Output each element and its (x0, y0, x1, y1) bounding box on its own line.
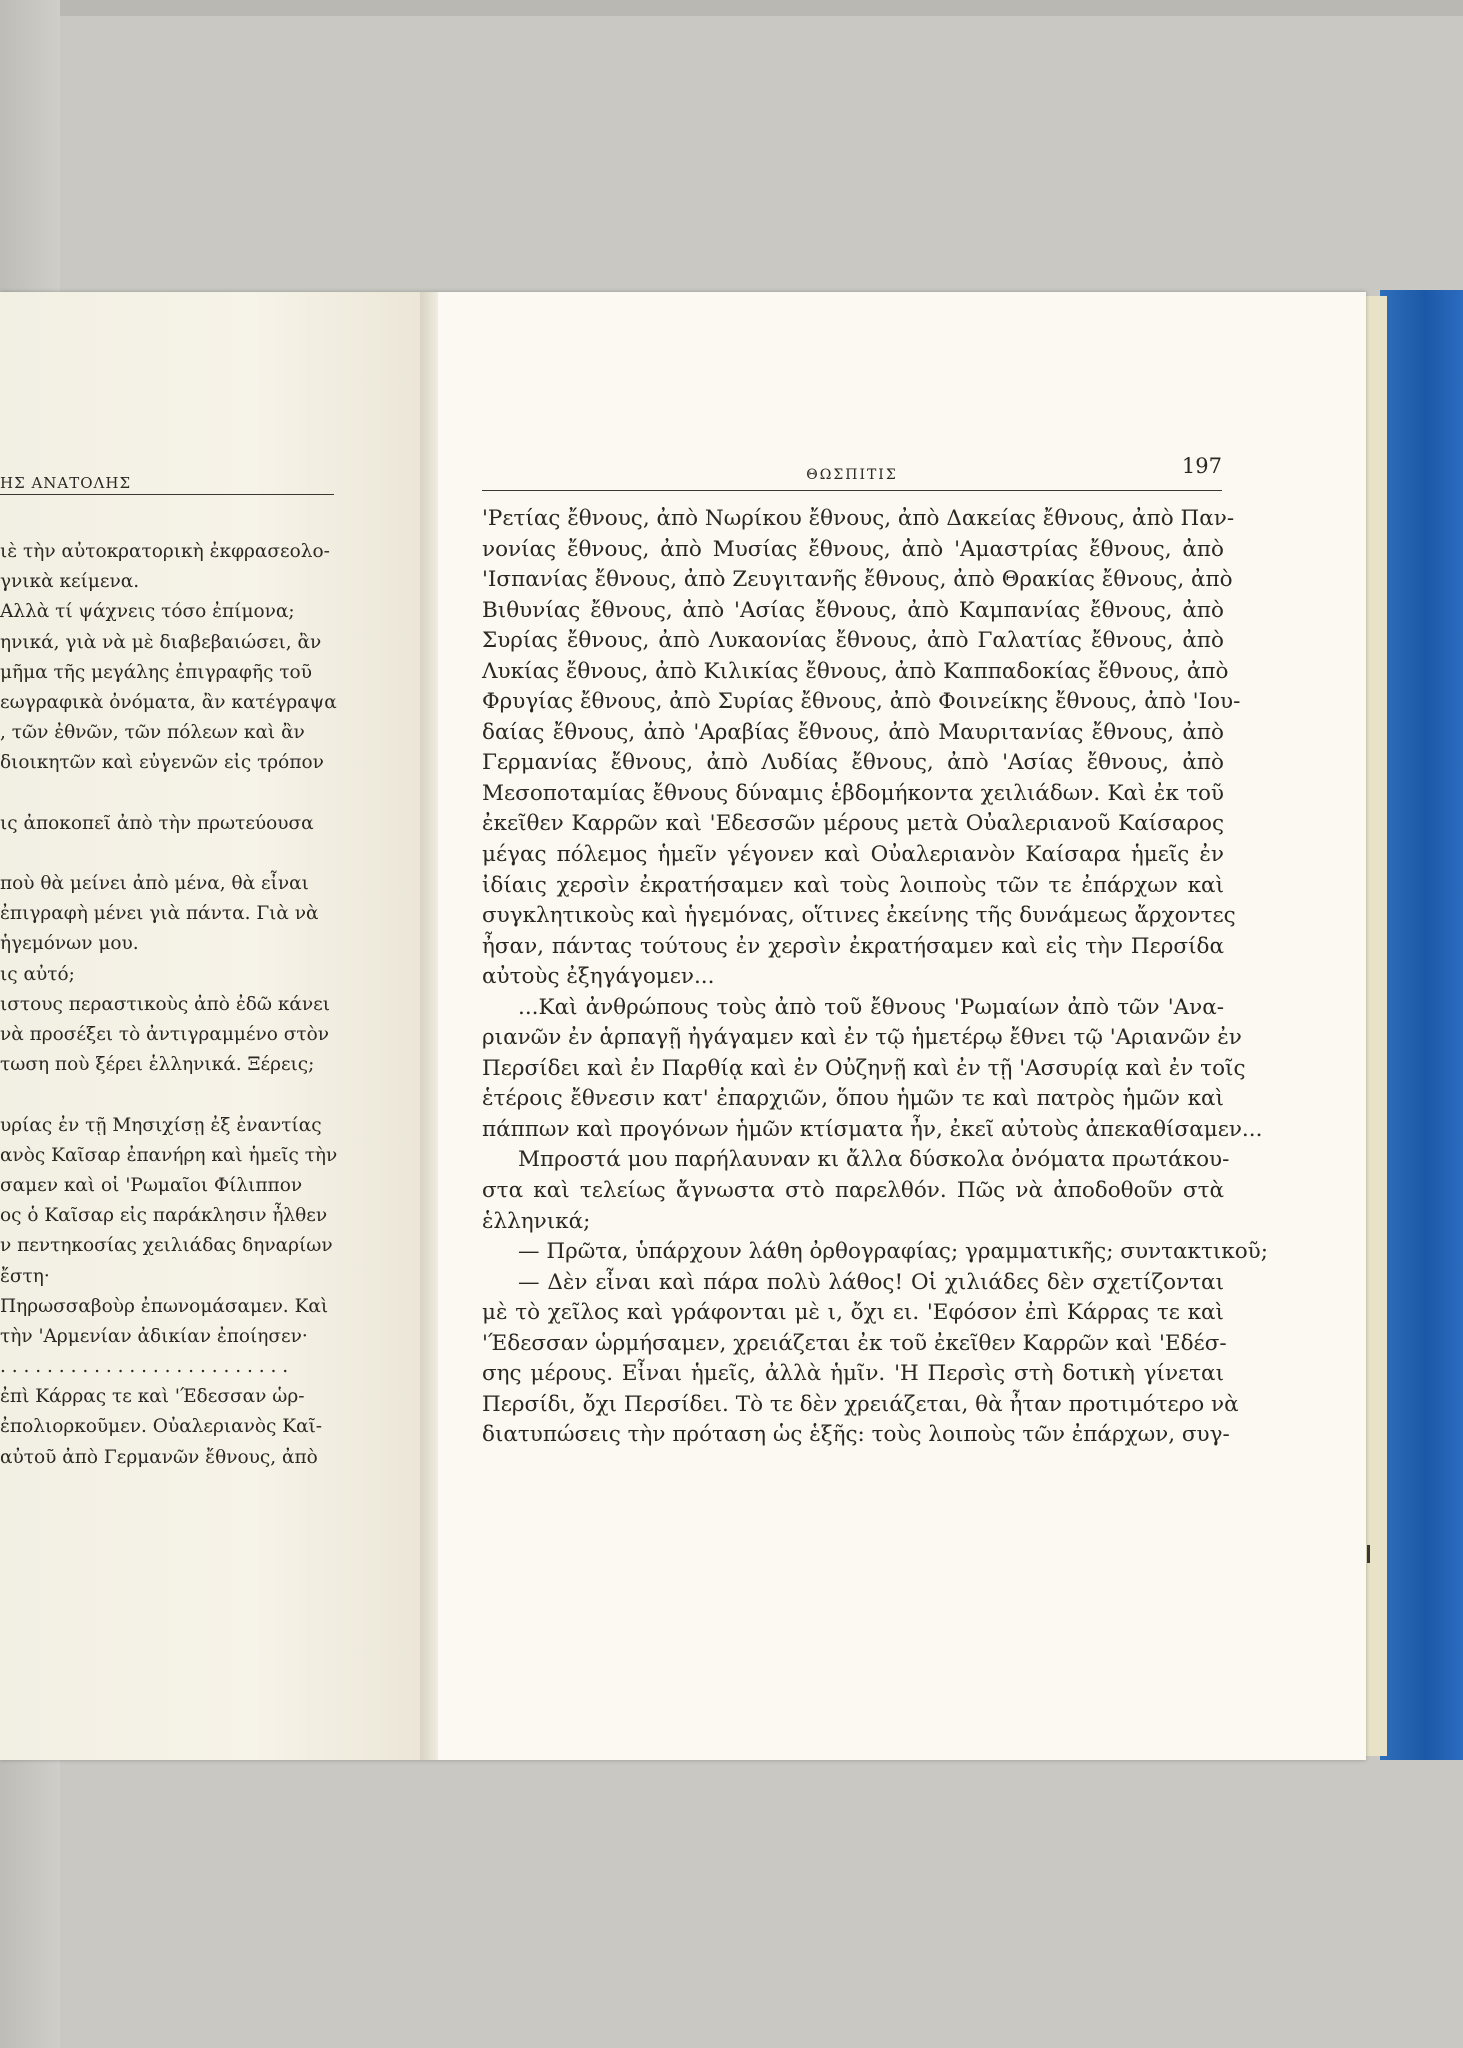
text-line: Γερμανίας ἔθνους, ἀπὸ Λυδίας ἔθνους, ἀπὸ 'Ασίας ἔθνους, ἀπὸ (482, 750, 1224, 776)
book-gutter (420, 292, 440, 1760)
text-line: — Δὲν εἶναι καὶ πάρα πολὺ λάθος! Οἱ χιλιάδες δὲν σχετίζονται (518, 1269, 1224, 1295)
text-line: δαίας ἔθνους, ἀπὸ 'Αραβίας ἔθνους, ἀπὸ Μαυριτανίας ἔθνους, ἀπὸ (482, 719, 1224, 745)
text-line: ἑτέροις ἔθνεσιν κατ' ἐπαρχιῶν, ὅπου ἡμῶν τε καὶ πατρὸς ἡμῶν καὶ (482, 1086, 1224, 1112)
right-page (438, 292, 1366, 1760)
text-line: ἐπιγραφὴ μένει γιὰ πάντα. Γιὰ νὰ (0, 903, 319, 925)
text-line: νονίας ἔθνους, ἀπὸ Μυσίας ἔθνους, ἀπὸ 'Αμαστρίας ἔθνους, ἀπὸ (482, 536, 1224, 562)
left-running-head: ΗΣ ΑΝΑΤΟΛΗΣ (0, 474, 334, 495)
text-line: Φρυγίας ἔθνους, ἀπὸ Συρίας ἔθνους, ἀπὸ Φοινείκης ἔθνους, ἀπὸ 'Ιου- (482, 689, 1241, 715)
text-line: ανὸς Καῖσαρ ἐπανήρη καὶ ἡμεῖς τὴν (0, 1144, 338, 1166)
text-line: Περσίδι, ὄχι Περσίδει. Τὸ τε δὲν χρειάζεται, θὰ ἦταν προτιμότερο νὰ (482, 1391, 1239, 1417)
text-line: ἑλληνικά; (482, 1208, 591, 1234)
text-line: — Πρῶτα, ὑπάρχουν λάθη ὀρθογραφίας; γραμματικῆς; συντακτικοῦ; (518, 1239, 1268, 1265)
text-line: στα καὶ τελείως ἄγνωστα στὸ παρελθόν. Πῶς νὰ ἀποδοθοῦν στὰ (482, 1178, 1224, 1204)
text-line (0, 779, 340, 809)
text-line: Βιθυνίας ἔθνους, ἀπὸ 'Ασίας ἔθνους, ἀπὸ Καμπανίας ἔθνους, ἀπὸ (482, 597, 1224, 623)
text-line: ριανῶν ἐν ἁρπαγῇ ἠγάγαμεν καὶ ἐν τῷ ἡμετέρῳ ἔθνει τῷ 'Αριανῶν ἐν (482, 1025, 1242, 1051)
text-line: μῆμα τῆς μεγάλης ἐπιγραφῆς τοῦ (0, 661, 312, 683)
text-line: μέγας πόλεμος ἡμεῖν γέγονεν καὶ Οὐαλεριανὸν Καίσαρα ἡμεῖς ἐν (482, 842, 1224, 868)
text-line: διατυπώσεις τὴν πρόταση ὡς ἑξῆς: τοὺς λοιποὺς τῶν ἐπάρχων, συγ- (482, 1422, 1230, 1448)
text-line: Πηρωσσαβοὺρ ἐπωνομάσαμεν. Καὶ (0, 1295, 329, 1317)
text-line: ις αὐτό; (0, 963, 75, 985)
text-line: ιστους περαστικοὺς ἀπὸ ἐδῶ κάνει (0, 993, 331, 1015)
text-line: αὐτοῦ ἀπὸ Γερμανῶν ἔθνους, ἀπὸ (0, 1446, 318, 1468)
text-line: ἐκεῖθεν Καρρῶν καὶ 'Εδεσσῶν μέρους μετὰ Οὐαλεριανοῦ Καίσαρος (482, 811, 1224, 837)
text-line: ...Καὶ ἀνθρώπους τοὺς ἀπὸ τοῦ ἔθνους 'Ρωμαίων ἀπὸ τῶν 'Ανα- (518, 994, 1224, 1020)
text-line: Αλλὰ τί ψάχνεις τόσο ἐπίμονα; (0, 601, 295, 623)
text-line: ἔστη· (0, 1265, 50, 1287)
left-page (0, 292, 422, 1760)
text-line: πάππων καὶ προγόνων ἡμῶν κτίσματα ἦν, ἐκεῖ αὐτοὺς ἀπεκαθίσαμεν... (482, 1116, 1263, 1142)
text-line: ἦσαν, πάντας τούτους ἐν χερσὶν ἐκρατήσαμεν καὶ εἰς τὴν Περσίδα (482, 933, 1224, 959)
text-line: ιὲ τὴν αὐτοκρατορικὴ ἐκφρασεολο- (0, 541, 330, 562)
text-line: , τῶν ἐθνῶν, τῶν πόλεων καὶ ἂν (0, 722, 305, 744)
text-line: σαμεν καὶ οἱ 'Ρωμαῖοι Φίλιππον (0, 1174, 303, 1196)
text-line: Μπροστά μου παρήλαυναν κι ἄλλα δύσκολα ὀνόματα πρωτάκου- (518, 1147, 1230, 1173)
text-line: τωση ποὺ ξέρει ἑλληνικά. Ξέρεις; (0, 1054, 315, 1076)
text-line: ἐπὶ Κάρρας τε καὶ 'Έδεσσαν ὡρ- (0, 1386, 305, 1408)
text-line: Μεσοποταμίας ἔθνους δύναμις ἑβδομήκοντα χειλιάδων. Καὶ ἐκ τοῦ (482, 780, 1224, 806)
text-line: ος ὁ Καῖσαρ εἰς παράκλησιν ἦλθεν (0, 1205, 328, 1227)
text-line: Περσίδει καὶ ἐν Παρθίᾳ καὶ ἐν Οὐζηνῇ καὶ ἐν τῇ 'Ασσυρίᾳ καὶ ἐν τοῖς (482, 1055, 1246, 1081)
text-line: ν πεντηκοσίας χειλιάδας δηναρίων (0, 1235, 333, 1257)
text-line: Συρίας ἔθνους, ἀπὸ Λυκαονίας ἔθνους, ἀπὸ Γαλατίας ἔθνους, ἀπὸ (482, 628, 1224, 654)
text-line: τὴν 'Αρμενίαν ἀδικίαν ἐποίησεν· (0, 1325, 308, 1347)
text-line: μὲ τὸ χεῖλος καὶ γράφονται μὲ ι, ὄχι ει. 'Εφόσον ἐπὶ Κάρρας τε καὶ (482, 1300, 1224, 1326)
text-line: ηνικά, γιὰ νὰ μὲ διαβεβαιώσει, ἂν (0, 631, 322, 653)
text-line: νὰ προσέξει τὸ ἀντιγραμμένο στὸν (0, 1024, 329, 1045)
page-number: 197 (1181, 454, 1222, 478)
text-line: υρίας ἐν τῇ Μησιχίσῃ ἐξ ἐναντίας (0, 1114, 322, 1136)
text-line: Λυκίας ἔθνους, ἀπὸ Κιλικίας ἔθνους, ἀπὸ Καππαδοκίας ἔθνους, ἀπὸ (482, 658, 1229, 684)
text-line: 'Ρετίας ἔθνους, ἀπὸ Νωρίκου ἔθνους, ἀπὸ Δακείας ἔθνους, ἀπὸ Παν- (482, 506, 1235, 531)
text-line: συγκλητικοὺς καὶ ἡγεμόνας, οἵτινες ἐκείνης τῆς δυνάμεως ἄρχοντες (482, 903, 1236, 929)
margin-mark (1367, 1545, 1370, 1563)
text-line: γνικὰ κείμενα. (0, 571, 140, 593)
text-line (0, 839, 340, 869)
text-line: ἐπολιορκοῦμεν. Οὐαλεριανὸς Καῖ- (0, 1416, 323, 1438)
right-page-text (482, 504, 1268, 1451)
text-line: 'Ισπανίας ἔθνους, ἀπὸ Ζευγιτανῆς ἔθνους, ἀπὸ Θρακίας ἔθνους, ἀπὸ (482, 567, 1233, 593)
scan-background-top (0, 0, 1463, 16)
text-line: ποὺ θὰ μείνει ἀπὸ μένα, θὰ εἶναι (0, 873, 309, 895)
right-page-header (482, 452, 1222, 491)
book-cover-edge (1380, 290, 1463, 1760)
left-page-text (0, 537, 340, 1473)
text-line: ις ἀποκοπεῖ ἀπὸ τὴν πρωτεύουσα (0, 812, 314, 834)
text-line: 'Έδεσσαν ὡρμήσαμεν, χρειάζεται ἐκ τοῦ ἐκεῖθεν Καρρῶν καὶ 'Εδέσ- (482, 1330, 1227, 1356)
running-title: ΘΩΣΠΙΤΙΣ (806, 467, 898, 483)
text-line: εωγραφικὰ ὀνόματα, ἂν κατέγραψα (0, 691, 337, 713)
text-line: ἡγεμόνων μου. (0, 933, 139, 955)
text-line: αὐτοὺς ἐξηγάγομεν... (482, 964, 715, 990)
text-line (0, 1080, 340, 1110)
text-line: διοικητῶν καὶ εὐγενῶν εἰς τρόπον (0, 752, 324, 774)
text-line: . . . . . . . . . . . . . . . . . . . . . . . . . (0, 1356, 289, 1378)
open-book (0, 292, 1366, 1760)
text-line: ἰδίαις χερσὶν ἐκρατήσαμεν καὶ τοὺς λοιποὺς τῶν τε ἐπάρχων καὶ (482, 872, 1224, 898)
text-line: σης μέρους. Εἶναι ἡμεῖς, ἀλλὰ ἡμῖν. 'Η Περσὶς στὴ δοτικὴ γίνεται (482, 1361, 1224, 1387)
